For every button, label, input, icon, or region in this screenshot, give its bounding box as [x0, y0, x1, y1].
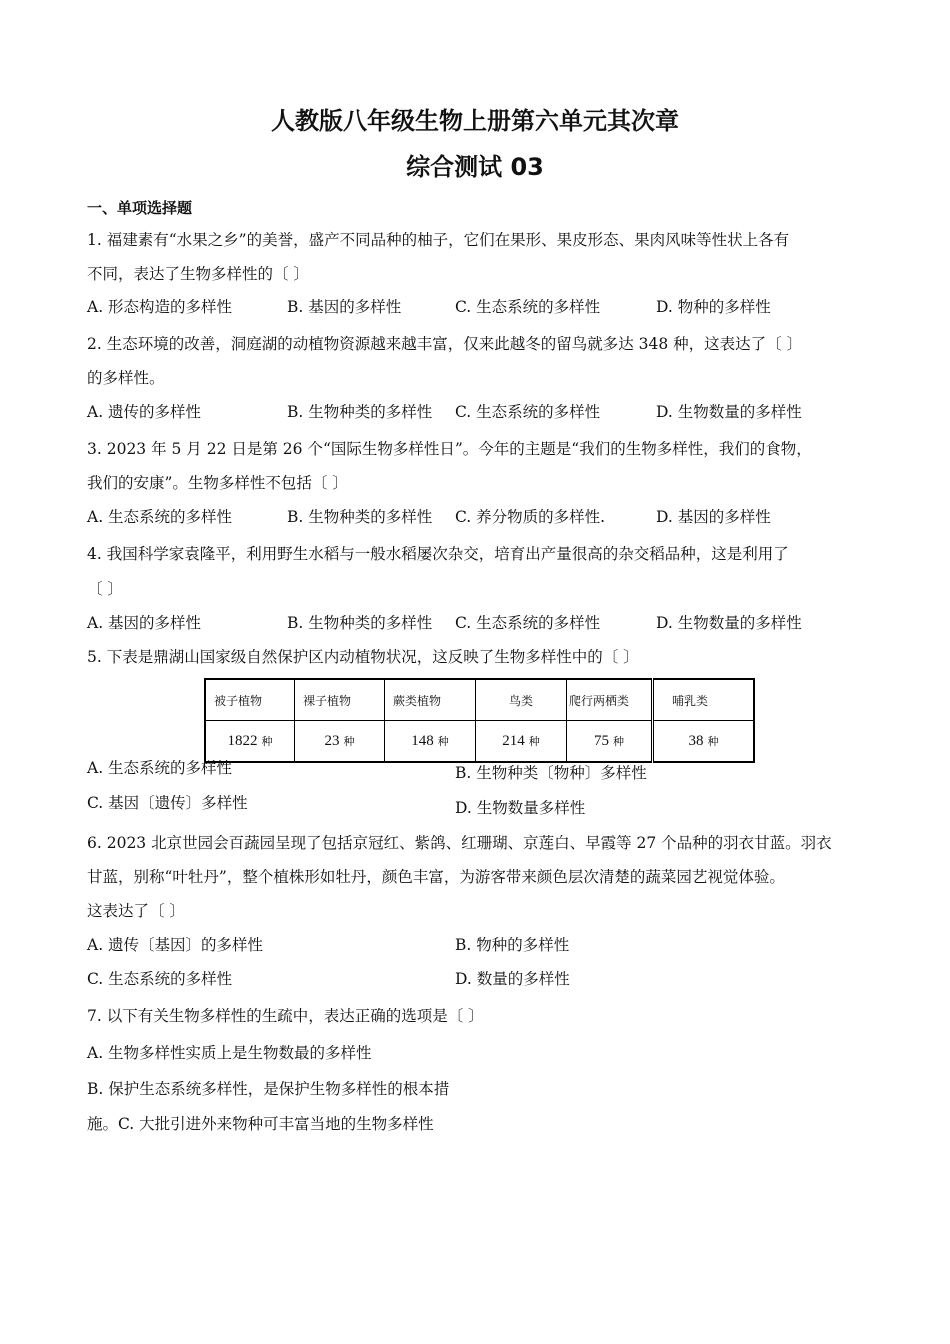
option-d: D. 生物数量的多样性 — [656, 614, 802, 632]
option-b: B. 生物种类的多样性 — [287, 614, 433, 632]
question-7-stem: 7. 以下有关生物多样性的生疏中，表达正确的选项是〔 〕 — [87, 1007, 484, 1025]
question-5-stem: 5. 下表是鼎湖山国家级自然保护区内动植物状况，这反映了生物多样性中的〔 〕 — [87, 648, 639, 666]
question-4-stem: 4. 我国科学家袁隆平，利用野生水稻与一般水稻屡次杂交，培育出产量很高的杂交稻品种，这是利用了 — [87, 545, 789, 563]
question-1-stem: 1. 福建素有“水果之乡”的美誉，盛产不同品种的柚子，它们在果形、果皮形态、果肉风味等性状上各有 — [87, 231, 790, 249]
table-row — [205, 721, 754, 763]
option-c: C. 生态系统的多样性 — [455, 614, 601, 632]
question-2-stem: 2. 生态环境的改善，洞庭湖的动植物资源越来越丰富，仅来此越冬的留鸟就多达 348 种，这表达了〔 〕 — [87, 335, 803, 353]
question-6-stem: 6. 2023 北京世园会百蔬园呈现了包括京冠红、紫鸽、红珊瑚、京莲白、早霞等 27 个品种的羽衣甘蓝。羽衣 — [87, 834, 832, 852]
option-b: B. 基因的多样性 — [287, 298, 402, 316]
table-header: 裸子植物 — [295, 679, 385, 721]
document-title: 人教版八年级生物上册第六单元其次章 — [271, 107, 679, 135]
option-b: B. 生物种类的多样性 — [287, 403, 433, 421]
option-d: D. 基因的多样性 — [656, 508, 771, 526]
option-b: B. 生物种类的多样性 — [287, 508, 433, 526]
table-cell: 75 种 — [567, 721, 653, 763]
option-c: C. 生态系统的多样性 — [455, 298, 601, 316]
option-b: B. 物种的多样性 — [455, 936, 570, 954]
option-c: C. 生态系统的多样性 — [87, 970, 233, 988]
option-a: A. 生态系统的多样性 — [87, 759, 233, 777]
table-cell: 38 种 — [653, 721, 755, 763]
table-cell: 23 种 — [295, 721, 385, 763]
option-a: A. 形态构造的多样性 — [87, 298, 233, 316]
table-header: 蕨类植物 — [385, 679, 476, 721]
question-1-stem: 不同，表达了生物多样性的〔 〕 — [87, 265, 309, 283]
option-d: D. 数量的多样性 — [455, 970, 570, 988]
table-cell: 214 种 — [476, 721, 567, 763]
table-header: 被子植物 — [205, 679, 295, 721]
option-a: A. 遗传〔基因〕的多样性 — [87, 936, 264, 954]
table-header: 哺乳类 — [653, 679, 755, 721]
option-d: D. 物种的多样性 — [656, 298, 771, 316]
option-b: B. 生物种类〔物种〕多样性 — [455, 764, 647, 782]
option-a: A. 生态系统的多样性 — [87, 508, 233, 526]
question-3-stem: 我们的安康”。生物多样性不包括〔 〕 — [87, 474, 348, 492]
option-a: A. 遗传的多样性 — [87, 403, 202, 421]
table-header: 鸟类 — [476, 679, 567, 721]
question-4-stem: 〔 〕 — [87, 580, 123, 598]
option-d: D. 生物数量多样性 — [455, 799, 586, 817]
question-3-stem: 3. 2023 年 5 月 22 日是第 26 个“国际生物多样性日”。今年的主题是“我们的生物多样性，我们的食物， — [87, 440, 812, 458]
table-header-row — [205, 679, 754, 721]
table-cell: 148 种 — [385, 721, 476, 763]
section-heading: 一、单项选择题 — [87, 199, 193, 217]
question-2-stem: 的多样性。 — [87, 369, 165, 387]
option-d: D. 生物数量的多样性 — [656, 403, 802, 421]
option-c: 施。C. 大批引进外来物种可丰富当地的生物多样性 — [87, 1115, 434, 1133]
document-subtitle: 综合测试 03 — [406, 153, 544, 181]
option-c: C. 养分物质的多样性. — [455, 508, 606, 526]
option-c: C. 基因〔遗传〕多样性 — [87, 794, 248, 812]
question-6-stem: 甘蓝，别称“叶牡丹”，整个植株形如牡丹，颜色丰富，为游客带来颜色层次清楚的蔬菜园艺视觉体验。 — [87, 868, 785, 886]
option-a: A. 基因的多样性 — [87, 614, 202, 632]
question-6-stem: 这表达了〔 〕 — [87, 902, 185, 920]
option-b: B. 保护生态系统多样性，是保护生物多样性的根本措 — [87, 1080, 450, 1098]
species-table — [204, 678, 755, 763]
table-cell: 1822 种 — [205, 721, 295, 763]
option-a: A. 生物多样性实质上是生物数最的多样性 — [87, 1044, 372, 1062]
option-c: C. 生态系统的多样性 — [455, 403, 601, 421]
table-header: 爬行两栖类 — [567, 679, 653, 721]
